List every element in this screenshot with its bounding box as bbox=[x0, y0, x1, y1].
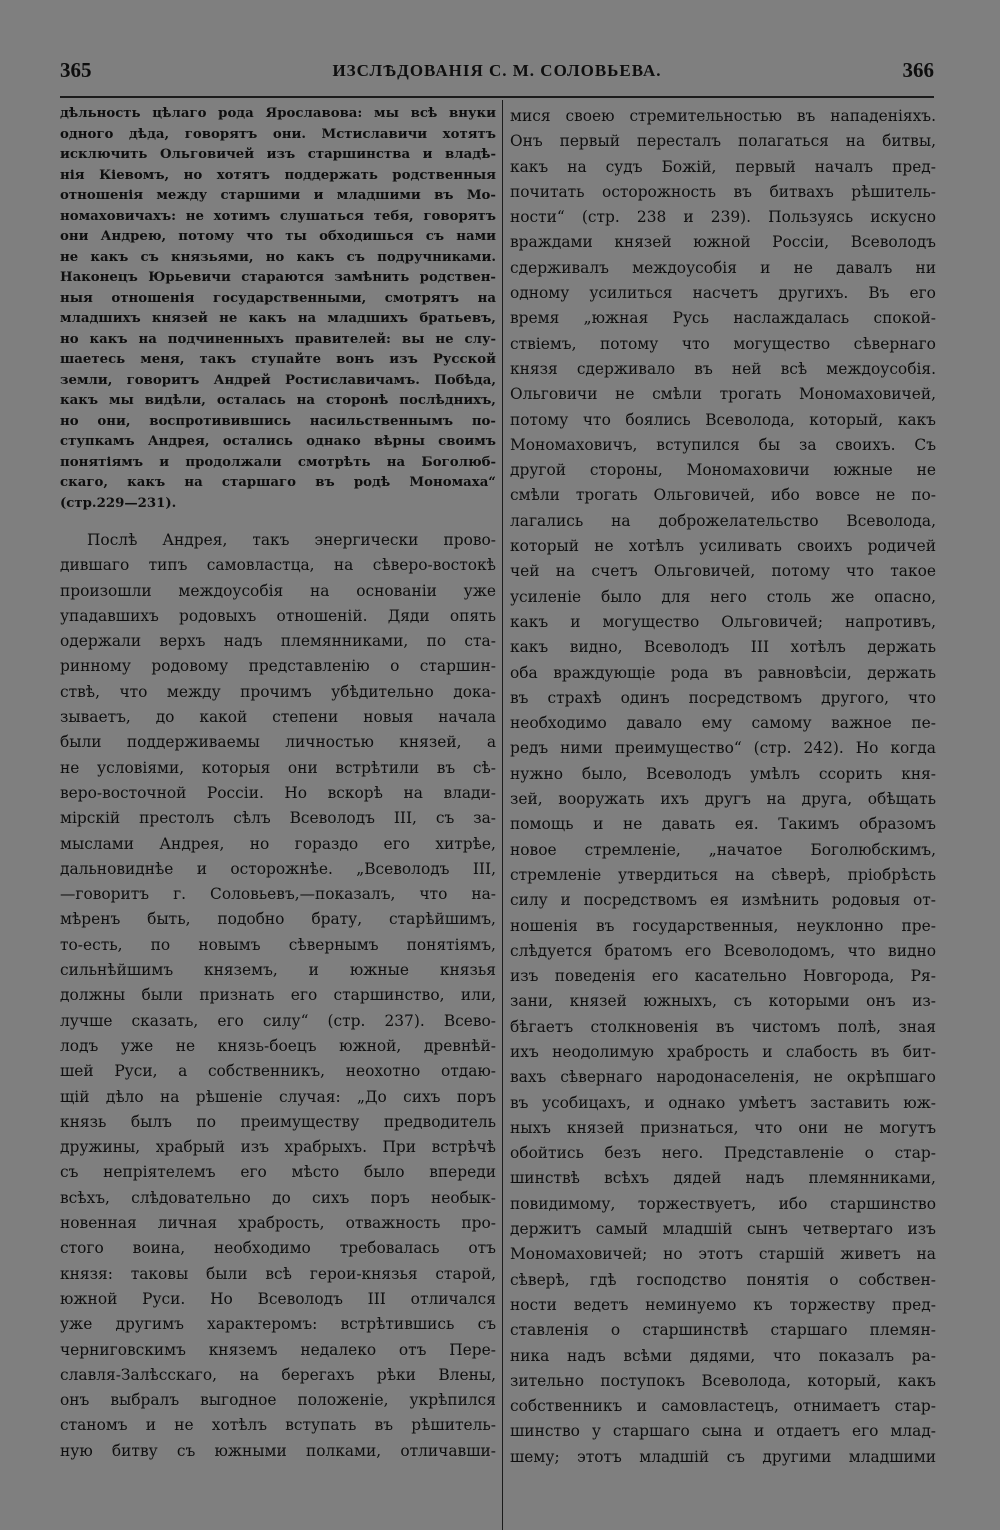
text-line: стого воина, необходимо требовалась отъ bbox=[60, 1239, 496, 1258]
text-line: земли, говоритъ Андрей Ростиславичамъ. Побѣда, bbox=[60, 372, 496, 388]
text-line: уже другимъ характеромъ: встрѣтившись съ bbox=[60, 1315, 496, 1334]
text-line: Мономаховичъ, вступился бы за своихъ. Съ bbox=[510, 435, 936, 454]
text-line: ности ведетъ неминуемо къ торжеству пред- bbox=[510, 1295, 936, 1314]
text-line: враждами князей южной Россіи, Всеволодъ bbox=[510, 233, 936, 252]
text-line: ную битву съ южными полками, отличавши- bbox=[60, 1441, 496, 1460]
text-line: чей на счетъ Ольговичей, потому что такое bbox=[510, 562, 936, 581]
text-line: сдерживалъ междоусобія и не давалъ ни bbox=[510, 258, 936, 277]
text-line: помощь и не давать ея. Такимъ образомъ bbox=[510, 815, 936, 834]
text-line: скаго, какъ на старшаго въ родѣ Мономаха“ bbox=[60, 475, 496, 490]
text-line: какъ мы видѣли, осталась на сторонѣ послѣднихъ, bbox=[60, 393, 496, 408]
text-line: —говоритъ г. Соловьевъ,—показалъ, что на- bbox=[60, 885, 496, 904]
text-line: ника надъ всѣми дядями, что показалъ ра- bbox=[510, 1346, 936, 1365]
text-line: повидимому, торжествуетъ, ибо старшинство bbox=[510, 1194, 936, 1213]
text-line: зываетъ, до какой степени новыя начала bbox=[60, 708, 496, 727]
text-line: (стр. 229—231). bbox=[60, 495, 177, 511]
text-line: исключить Ольговичей изъ старшинства и владѣ- bbox=[60, 147, 496, 162]
text-line: время „южная Русь наслаждалась спокой- bbox=[510, 309, 936, 328]
text-line: ствѣ, что между прочимъ убѣдительно дока- bbox=[60, 682, 496, 701]
text-line: одному усилиться насчетъ другихъ. Въ его bbox=[510, 284, 936, 303]
text-line: новенная личная храбрость, отважность про- bbox=[60, 1214, 496, 1233]
text-line: усиленіе было для него столь же опасно, bbox=[510, 587, 936, 606]
text-line: младшихъ князей не какъ на младшихъ братьевъ, bbox=[60, 311, 496, 326]
text-line: собственникъ и самовластецъ, отнимаетъ стар- bbox=[510, 1397, 936, 1416]
text-line: потому что боялись Всеволода, который, какъ bbox=[510, 410, 936, 429]
text-line: отношенія между старшими и младшими въ Мо- bbox=[60, 188, 496, 203]
text-line: ставленія о старшинствѣ старшаго племян- bbox=[510, 1321, 936, 1340]
text-line: сѣверѣ, гдѣ господство понятія о собствен- bbox=[510, 1270, 936, 1289]
text-line: лучше сказать, его силу“ (стр. 237). Всево- bbox=[60, 1011, 496, 1030]
text-line: но какъ на подчиненныхъ правителей: вы не слу- bbox=[60, 331, 496, 347]
text-line: не какъ съ князьями, но какъ съ подручниками. bbox=[60, 249, 496, 265]
text-line: лагались на доброжелательство Всеволода, bbox=[510, 511, 936, 530]
text-line: не условіями, которыя они встрѣтили въ сѣ- bbox=[60, 758, 496, 777]
text-line: они Андрею, потому что ты обходишься съ нами bbox=[60, 229, 496, 244]
text-line: князя сдерживало въ ней всѣ междоусобія. bbox=[510, 359, 936, 378]
text-line: должны были признать его старшинство, или, bbox=[60, 986, 496, 1005]
text-line: номаховичахъ: не хотимъ слушаться тебя, говорятъ bbox=[60, 208, 496, 224]
text-line: черниговскимъ княземъ недалеко отъ Пере- bbox=[60, 1340, 496, 1359]
text-line: сильнѣйшимъ княземъ, и южные князья bbox=[60, 961, 496, 980]
paragraph-gap bbox=[60, 514, 496, 528]
text-line: князя: таковы были всѣ герои-князья старой, bbox=[60, 1264, 496, 1283]
text-line: съ непріятелемъ его мѣсто было впереди bbox=[60, 1163, 496, 1182]
text-line: веро-восточной Россіи. Но вскорѣ на влади- bbox=[60, 783, 496, 802]
column-divider bbox=[502, 100, 503, 1530]
text-line: ступкамъ Андрея, остались однако вѣрны своимъ bbox=[60, 434, 496, 449]
text-line: мыслами Андрея, но гораздо его хитрѣе, bbox=[60, 834, 496, 853]
text-line: шаетесь меня, такъ ступайте вонъ изъ Русской bbox=[60, 352, 496, 367]
running-title: ИЗСЛѢДОВАНІЯ С. М. СОЛОВЬЕВА. bbox=[332, 61, 662, 80]
text-line: но они, воспротивившись насильственнымъ по- bbox=[60, 413, 496, 429]
text-line: вахъ сѣвернаго народонаселенія, не окрѣпшаго bbox=[510, 1068, 936, 1087]
text-line: редъ ними преимущество“ (стр. 242). Но когда bbox=[510, 739, 936, 758]
text-line: мѣренъ быть, подобно брату, старѣйшимъ, bbox=[60, 910, 496, 929]
text-line: силу и посредствомъ ея измѣнить родовыя от- bbox=[510, 891, 936, 910]
text-line: бѣгаетъ столкновенія въ чистомъ полѣ, зная bbox=[510, 1017, 936, 1036]
text-line: шей Руси, а собственникъ, неохотно отдаю- bbox=[60, 1062, 496, 1081]
text-line: славля-Залѣсскаго, на берегахъ рѣки Влены, bbox=[60, 1365, 496, 1384]
text-line: оба враждующіе рода въ равновѣсіи, держать bbox=[510, 663, 936, 682]
header-rule bbox=[60, 96, 934, 98]
right-paragraph bbox=[510, 104, 936, 1470]
text-line: ствіемъ, потому что могущество сѣвернаго bbox=[510, 334, 936, 353]
text-line: обойтись безъ него. Представленіе о стар- bbox=[510, 1144, 936, 1163]
text-line: который не хотѣлъ усиливать своихъ родичей bbox=[510, 537, 936, 556]
text-line: въ усобицахъ, и однако умѣетъ заставить юж- bbox=[510, 1093, 936, 1112]
text-line: ринному родовому представленію о старшин- bbox=[60, 657, 496, 676]
text-line: мися своею стремительностью въ нападеніяхъ. bbox=[510, 107, 936, 125]
text-line: одного дѣда, говорятъ они. Мстиславичи хотятъ bbox=[60, 126, 496, 142]
text-line: зительно поступокъ Всеволода, который, какъ bbox=[510, 1371, 936, 1390]
text-line: какъ на судъ Божій, первый началъ пред- bbox=[510, 157, 936, 176]
text-line: другой стороны, Мономаховичи южные не bbox=[510, 461, 936, 480]
text-line: ности“ (стр. 238 и 239). Пользуясь искусно bbox=[510, 208, 936, 227]
text-line: мірскій престолъ сѣлъ Всеволодъ III, съ за- bbox=[60, 809, 496, 828]
text-line: какъ видно, Всеволодъ III хотѣлъ держать bbox=[510, 638, 936, 657]
main-paragraph bbox=[60, 528, 496, 1464]
text-line: ныя отношенія государственными, смотрятъ на bbox=[60, 290, 496, 306]
text-line: ихъ неодолимую храбрость и слабость въ бит- bbox=[510, 1042, 936, 1061]
text-line: нужно было, Всеволодъ умѣлъ ссорить кня- bbox=[510, 764, 936, 783]
text-line: Мономаховичей; но этотъ старшій живетъ на bbox=[510, 1245, 936, 1264]
text-line: князь былъ по преимуществу предводитель bbox=[60, 1112, 496, 1131]
text-line: изъ поведенія его касательно Новгорода, Ря- bbox=[510, 967, 936, 986]
text-line: Онъ первый пересталъ полагаться на битвы, bbox=[510, 132, 936, 151]
page-header bbox=[60, 58, 934, 90]
text-line: понятіямъ и продолжали смотрѣть на Боголюб- bbox=[60, 454, 496, 470]
text-line: шинствѣ всѣхъ дядей надъ племянниками, bbox=[510, 1169, 936, 1188]
text-line: необходимо давало ему самому важное пе- bbox=[510, 714, 936, 733]
text-line: держитъ самый младшій сынъ четвертаго изъ bbox=[510, 1220, 936, 1239]
text-line: какъ и могущество Ольговичей; напротивъ, bbox=[510, 612, 936, 631]
text-line: южной Руси. Но Всеволодъ III отличался bbox=[60, 1289, 496, 1308]
text-line: то-есть, по новымъ сѣвернымъ понятіямъ, bbox=[60, 935, 496, 954]
text-line: нія Кіевомъ, но хотятъ поддержать родственныя bbox=[60, 167, 496, 183]
text-line: щій дѣло на рѣшеніе случая: „До сихъ поръ bbox=[60, 1087, 496, 1106]
text-line: зани, князей южныхъ, съ которыми онъ из- bbox=[510, 992, 936, 1011]
text-line: стремленіе утвердиться на сѣверѣ, пріобрѣсть bbox=[510, 865, 936, 884]
text-line: онъ выбралъ выгодное положеніе, укрѣпился bbox=[60, 1391, 496, 1410]
text-line: упадавшихъ родовыхъ отношеній. Дяди опять bbox=[60, 606, 496, 625]
text-line: были поддерживаемы личностью князей, а bbox=[60, 733, 496, 752]
text-line: шинство у старшаго сына и отдаетъ его млад- bbox=[510, 1422, 936, 1441]
text-line: Наконецъ Юрьевичи стараются замѣнить родствен- bbox=[60, 270, 496, 285]
page-number-right: 366 bbox=[902, 58, 934, 82]
text-line: въ страхѣ одинъ посредствомъ другого, что bbox=[510, 688, 936, 707]
text-line: ныхъ князей признаться, что они не могутъ bbox=[510, 1118, 936, 1137]
text-line: всѣхъ, слѣдовательно до сихъ поръ необык- bbox=[60, 1188, 496, 1207]
text-line: Ольговичи не смѣли трогать Мономаховичей, bbox=[510, 385, 936, 404]
text-line: одержали верхъ надъ племянниками, по ста- bbox=[60, 632, 496, 651]
text-line: станомъ и не хотѣлъ вступать въ рѣшитель- bbox=[60, 1416, 496, 1435]
page-number-left: 365 bbox=[60, 58, 92, 82]
left-column bbox=[60, 104, 496, 1464]
text-line: зей, вооружать ихъ другъ на друга, обѣщать bbox=[510, 790, 936, 809]
right-column bbox=[510, 104, 936, 1470]
text-line: лодъ уже не князь-боецъ южной, древнѣй- bbox=[60, 1036, 496, 1055]
text-line: ношенія въ государственныя, неуклонно пре- bbox=[510, 916, 936, 935]
text-line: дѣльность цѣлаго рода Ярославова: мы всѣ внуки bbox=[60, 106, 496, 121]
text-line: дившаго типъ самовластца, на сѣверо-востокѣ bbox=[60, 556, 496, 575]
text-line: произошли междоусобія на основаніи уже bbox=[60, 581, 496, 600]
quote-paragraph bbox=[60, 104, 496, 514]
text-line: дальновиднѣе и осторожнѣе. „Всеволодъ III, bbox=[60, 859, 496, 878]
text-line: смѣли трогать Ольговичей, ибо вовсе не по- bbox=[510, 486, 936, 505]
text-line: дружины, храбрый изъ храбрыхъ. При встрѣчѣ bbox=[60, 1138, 496, 1157]
text-line: Послѣ Андрея, такъ энергически прово- bbox=[87, 531, 496, 549]
text-line: шему; этотъ младшій съ другими младшими bbox=[510, 1447, 936, 1466]
text-line: почитать осторожность въ битвахъ рѣшитель- bbox=[510, 182, 936, 201]
text-line: слѣдуется братомъ его Всеволодомъ, что видно bbox=[510, 941, 936, 960]
text-line: новое стремленіе, „начатое Боголюбскимъ, bbox=[510, 840, 936, 859]
